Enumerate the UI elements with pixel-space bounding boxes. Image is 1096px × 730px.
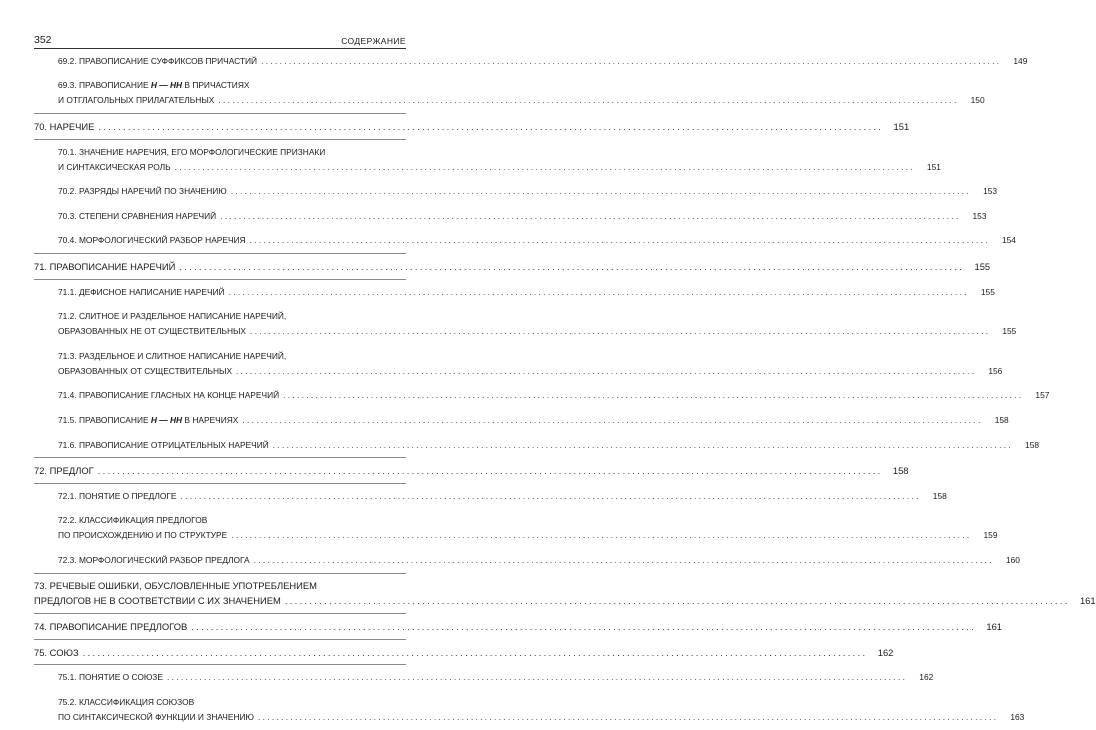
- toc-entry-title: [58, 311, 286, 321]
- toc-entry-title: [34, 580, 317, 591]
- toc-entry-title: [34, 259, 175, 274]
- toc-entry-text: 72.3. МОРФОЛОГИЧЕСКИЙ РАЗБОР ПРЕДЛОГА: [58, 554, 250, 565]
- toc-section[interactable]: [34, 229, 1016, 254]
- toc-entry-text: И ОТГЛАГОЛЬНЫХ ПРИЛАГАТЕЛЬНЫХ: [58, 95, 215, 106]
- toc-section[interactable]: [34, 204, 987, 229]
- toc-section[interactable]: [34, 304, 1017, 344]
- dot-leader: ................................................................................................................................................................: [180, 490, 921, 501]
- toc-entry-title: [58, 438, 269, 453]
- toc-section[interactable]: [34, 344, 1003, 384]
- toc-page-number: 155: [1002, 326, 1017, 337]
- dot-leader: ................................................................................................................................................................: [258, 711, 999, 722]
- toc-chapter[interactable]: [34, 457, 909, 483]
- toc-entry-text: 70.3. СТЕПЕНИ СРАВНЕНИЯ НАРЕЧИЙ: [58, 210, 217, 221]
- toc-entry-text: 74. ПРАВОПИСАНИЕ ПРЕДЛОГОВ: [34, 621, 188, 633]
- toc-entry-title: [58, 233, 246, 248]
- toc-section[interactable]: [34, 179, 998, 204]
- toc-entry-title: [58, 553, 250, 568]
- toc-entry-text: 71. ПРАВОПИСАНИЕ НАРЕЧИЙ: [34, 260, 176, 272]
- toc-entry-title: [58, 351, 286, 361]
- dot-leader: ................................................................................................................................................................: [218, 95, 959, 106]
- toc-section[interactable]: [34, 49, 1028, 74]
- toc-entry-title: [34, 593, 281, 608]
- toc-page-number: 159: [983, 530, 998, 541]
- toc-entry-text: 71.3. РАЗДЕЛЬНОЕ И СЛИТНОЕ НАПИСАНИЕ НАРЕЧИЙ,: [58, 350, 287, 361]
- toc-entry-title: [58, 160, 171, 175]
- toc-entry-text: 72.2. КЛАССИФИКАЦИЯ ПРЕДЛОГОВ: [58, 515, 208, 526]
- toc-entry-title: [58, 413, 238, 428]
- toc-page-number: 162: [877, 646, 894, 658]
- toc-entry-text: ПРЕДЛОГОВ НЕ В СООТВЕТСТВИИ С ИХ ЗНАЧЕНИЕМ: [34, 595, 281, 607]
- toc-entry-title: [58, 285, 225, 300]
- toc-page-number: 160: [1005, 554, 1020, 565]
- toc-entry-text: ОБРАЗОВАННЫХ ОТ СУЩЕСТВИТЕЛЬНЫХ: [58, 365, 233, 376]
- toc-entry-text: 75.1. ПОНЯТИЕ О СОЮЗЕ: [58, 672, 163, 683]
- toc-entry-text: 72. ПРЕДЛОГ: [34, 465, 94, 477]
- toc-entry-text: 71.5. ПРАВОПИСАНИЕ: [58, 414, 151, 425]
- dot-leader: ................................................................................................................................................................: [230, 186, 972, 197]
- dot-leader: ................................................................................................................................................................: [98, 120, 884, 132]
- dot-leader: ................................................................................................................................................................: [272, 439, 1014, 450]
- toc-entry-text: 73. РЕЧЕВЫЕ ОШИБКИ, ОБУСЛОВЛЕННЫЕ УПОТРЕБЛЕНИЕМ: [34, 580, 317, 592]
- running-title: СОДЕРЖАНИЕ: [341, 36, 406, 46]
- dot-leader: ................................................................................................................................................................: [97, 465, 883, 477]
- toc-entry-text: В НАРЕЧИЯХ: [182, 414, 239, 425]
- toc-entry-text: 75. СОЮЗ: [34, 646, 79, 658]
- toc-entry-text: 75.2. КЛАССИФИКАЦИЯ СОЮЗОВ: [58, 696, 195, 707]
- toc-entry-text: И СИНТАКСИЧЕСКАЯ РОЛЬ: [58, 161, 171, 172]
- toc-page-number: 158: [932, 490, 947, 501]
- toc-entry-text: В ПРИЧАСТИЯХ: [182, 80, 250, 91]
- dot-leader: ................................................................................................................................................................: [284, 595, 1070, 607]
- toc-page-number: 158: [1025, 439, 1040, 450]
- toc-entry-text: ПО СИНТАКСИЧЕСКОЙ ФУНКЦИИ И ЗНАЧЕНИЮ: [58, 711, 254, 722]
- toc-entry-title: [58, 388, 279, 403]
- table-of-contents: [34, 49, 1096, 730]
- dot-leader: ................................................................................................................................................................: [228, 286, 969, 297]
- toc-entry-text: 71.4. ПРАВОПИСАНИЕ ГЛАСНЫХ НА КОНЦЕ НАРЕЧИЙ: [58, 390, 280, 401]
- dot-leader: ................................................................................................................................................................: [236, 365, 977, 376]
- toc-entry-title: [34, 119, 94, 134]
- toc-page-number: 162: [919, 672, 934, 683]
- toc-page-number: 163: [1010, 711, 1025, 722]
- toc-entry-title: [58, 93, 214, 108]
- toc-entry-title: [58, 528, 227, 543]
- toc-chapter[interactable]: [34, 639, 894, 665]
- page-number: 352: [34, 34, 52, 46]
- dot-leader: ................................................................................................................................................................: [174, 161, 915, 172]
- toc-entry-text: 69.3. ПРАВОПИСАНИЕ: [58, 80, 151, 91]
- dot-leader: ................................................................................................................................................................: [179, 260, 965, 272]
- toc-entry-title: [58, 324, 246, 339]
- toc-section[interactable]: [34, 509, 998, 549]
- toc-section[interactable]: [34, 139, 941, 180]
- toc-entry-text: ПО ПРОИСХОЖДЕНИЮ И ПО СТРУКТУРЕ: [58, 530, 228, 541]
- toc-entry-text: Н — НН: [150, 80, 183, 91]
- dot-leader: ................................................................................................................................................................: [249, 235, 990, 246]
- toc-entry-text: 72.1. ПОНЯТИЕ О ПРЕДЛОГЕ: [58, 490, 177, 501]
- toc-entry-title: [58, 697, 194, 707]
- toc-entry-title: [34, 463, 94, 478]
- toc-page-number: 151: [893, 120, 910, 132]
- toc-page-number: 153: [972, 210, 987, 221]
- toc-section[interactable]: [34, 664, 934, 690]
- toc-chapter[interactable]: [34, 613, 1003, 639]
- toc-entry-text: ОБРАЗОВАННЫХ НЕ ОТ СУЩЕСТВИТЕЛЬНЫХ: [58, 326, 247, 337]
- page-header: [34, 34, 406, 46]
- toc-chapter[interactable]: [34, 253, 991, 279]
- toc-entry-text: 71.6. ПРАВОПИСАНИЕ ОТРИЦАТЕЛЬНЫХ НАРЕЧИЙ: [58, 439, 269, 450]
- dot-leader: ................................................................................................................................................................: [253, 554, 994, 565]
- toc-section[interactable]: [34, 548, 1020, 573]
- toc-page-number: 155: [974, 260, 991, 272]
- dot-leader: ................................................................................................................................................................: [82, 646, 868, 658]
- toc-entry-text: 70.1. ЗНАЧЕНИЕ НАРЕЧИЯ, ЕГО МОРФОЛОГИЧЕСКИЕ ПРИЗНАКИ: [58, 146, 326, 157]
- toc-entry-text: 71.2. СЛИТНОЕ И РАЗДЕЛЬНОЕ НАПИСАНИЕ НАРЕЧИЙ,: [58, 311, 287, 322]
- toc-entry-text: 70.2. РАЗРЯДЫ НАРЕЧИЙ ПО ЗНАЧЕНИЮ: [58, 186, 227, 197]
- toc-section[interactable]: [34, 690, 1025, 730]
- toc-page-number: 150: [970, 95, 985, 106]
- dot-leader: ................................................................................................................................................................: [220, 210, 961, 221]
- toc-entry-title: [58, 184, 227, 199]
- toc-chapter[interactable]: [34, 573, 1096, 614]
- toc-entry-title: [58, 147, 325, 157]
- toc-page-number: 154: [1001, 235, 1016, 246]
- toc-entry-title: [58, 364, 232, 379]
- toc-page-number: 158: [892, 465, 909, 477]
- toc-entry-text: 70.4. МОРФОЛОГИЧЕСКИЙ РАЗБОР НАРЕЧИЯ: [58, 235, 246, 246]
- toc-entry-text: 71.1. ДЕФИСНОЕ НАПИСАНИЕ НАРЕЧИЙ: [58, 286, 225, 297]
- toc-page-number: 157: [1035, 390, 1050, 401]
- toc-page-number: 155: [980, 286, 995, 297]
- toc-section[interactable]: [34, 384, 1050, 409]
- toc-entry-title: [58, 489, 176, 504]
- toc-entry-title: [34, 645, 79, 660]
- toc-entry-text: Н — НН: [150, 414, 183, 425]
- dot-leader: ................................................................................................................................................................: [231, 530, 972, 541]
- toc-section[interactable]: [34, 408, 1009, 433]
- toc-page-number: 151: [926, 161, 941, 172]
- toc-entry-title: [58, 710, 254, 725]
- toc-page-number: 149: [1013, 55, 1028, 66]
- toc-entry-text: 70. НАРЕЧИЕ: [34, 120, 95, 132]
- toc-page-number: 161: [986, 621, 1003, 633]
- toc-section[interactable]: [34, 279, 995, 305]
- toc-entry-title: [58, 54, 257, 69]
- dot-leader: ................................................................................................................................................................: [283, 390, 1024, 401]
- toc-section[interactable]: [34, 433, 1040, 458]
- dot-leader: ................................................................................................................................................................: [250, 326, 991, 337]
- toc-entry-title: [58, 670, 163, 685]
- toc-section[interactable]: [34, 483, 947, 509]
- toc-page-number: 158: [994, 414, 1009, 425]
- toc-entry-title: [58, 80, 249, 90]
- toc-entry-title: [58, 209, 216, 224]
- dot-leader: ................................................................................................................................................................: [261, 55, 1002, 66]
- dot-leader: ................................................................................................................................................................: [166, 672, 908, 683]
- toc-page-number: 161: [1079, 595, 1096, 607]
- toc-chapter[interactable]: [34, 113, 910, 139]
- toc-entry-title: [34, 619, 187, 634]
- dot-leader: ................................................................................................................................................................: [242, 414, 983, 425]
- toc-page-number: 156: [988, 365, 1003, 376]
- toc-entry-text: 69.2. ПРАВОПИСАНИЕ СУФФИКСОВ ПРИЧАСТИЙ: [58, 55, 258, 66]
- dot-leader: ................................................................................................................................................................: [191, 621, 977, 633]
- toc-section[interactable]: [34, 74, 985, 114]
- toc-page-number: 153: [983, 186, 998, 197]
- toc-entry-title: [58, 515, 207, 525]
